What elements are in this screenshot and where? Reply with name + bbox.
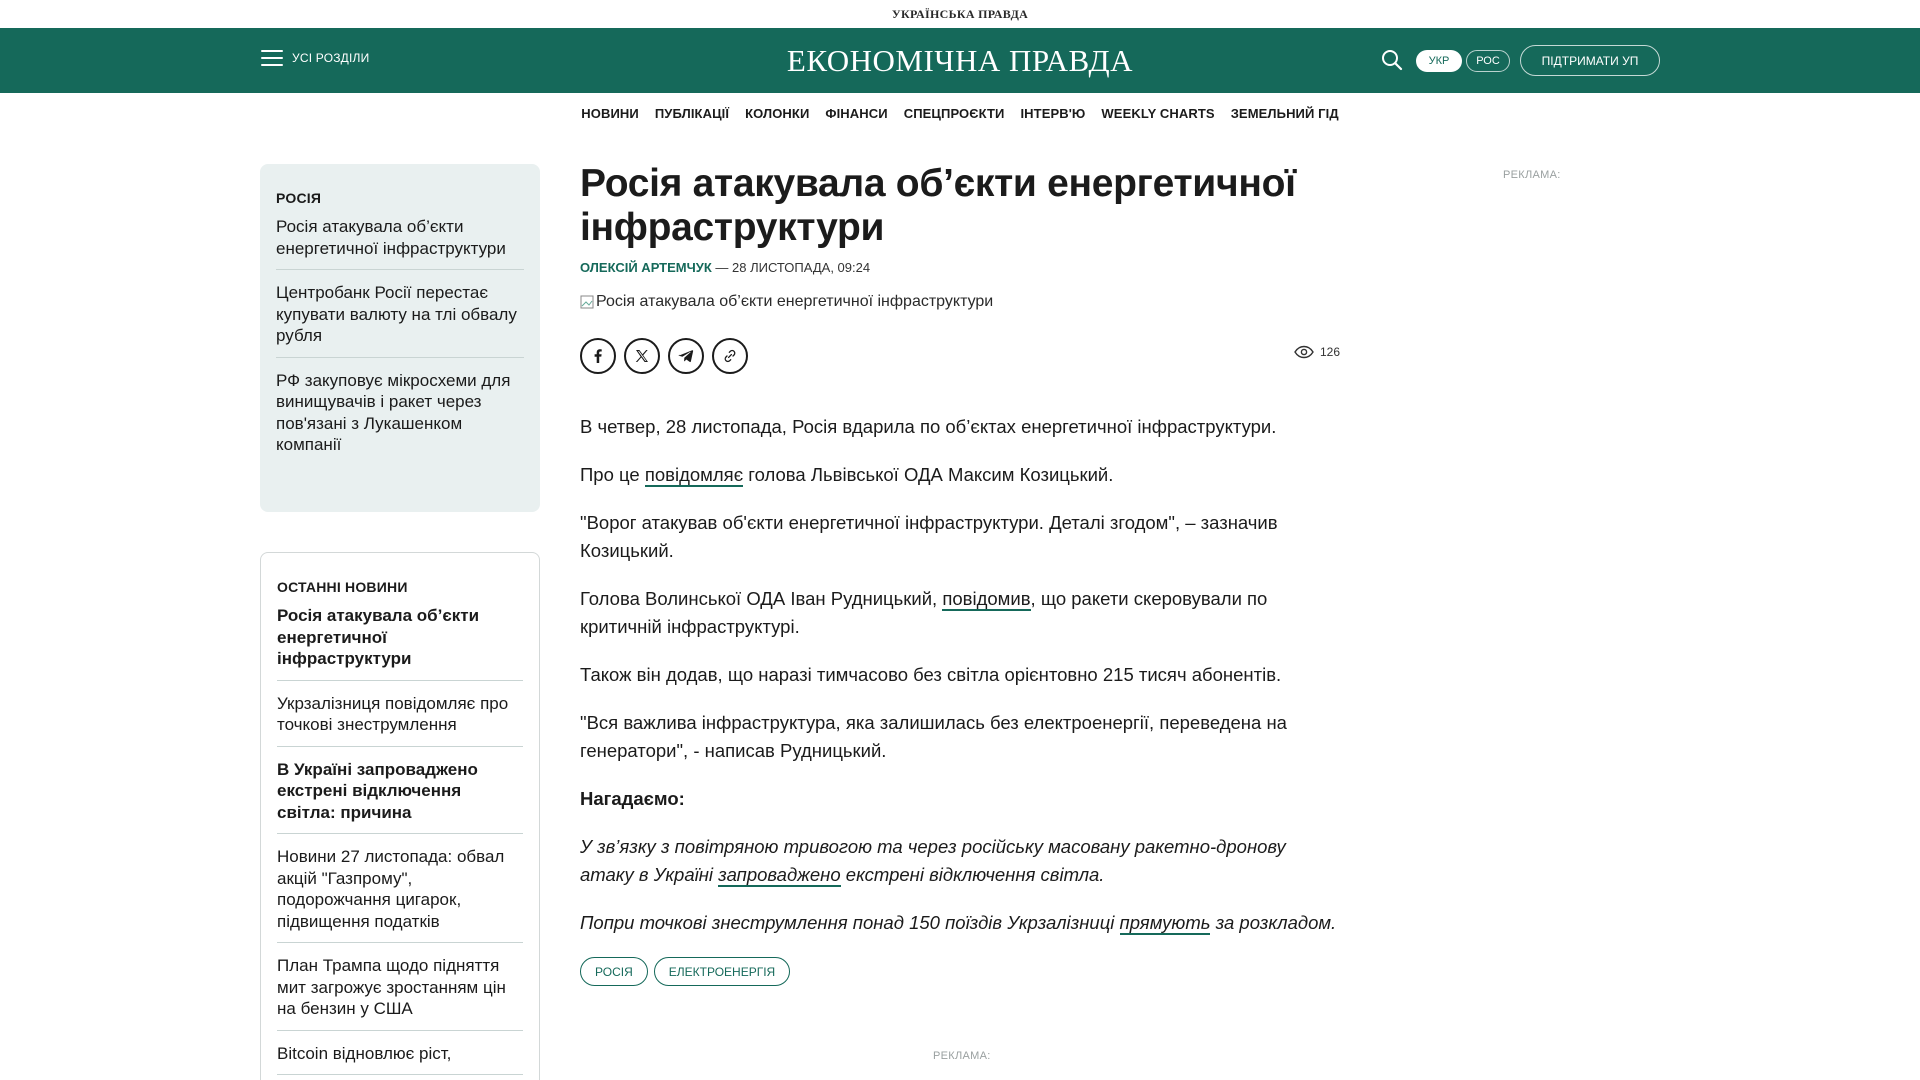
search-icon[interactable] bbox=[1380, 48, 1404, 72]
article-image-alt: Росія атакувала об’єкти енергетичної інфраструктури bbox=[596, 293, 994, 310]
facebook-icon bbox=[590, 348, 606, 364]
telegram-icon bbox=[678, 348, 694, 364]
topic-link[interactable]: РФ закуповує мікросхеми для винищувачів і ракет через пов'язані з Лукашенком компанії bbox=[276, 370, 511, 454]
latest-news-link[interactable]: План Трампа щодо підняття мит загрожує зростанням цін на бензин у США bbox=[277, 955, 523, 1031]
latest-news-link[interactable]: Новини 27 листопада: обвал акцій "Газпрому", подорожчання цигарок, підвищення податків bbox=[277, 846, 523, 943]
paragraph-text: екстрені відключення світла. bbox=[840, 864, 1105, 885]
paragraph-text: Попри точкові знеструмлення понад 150 поїздів Укрзалізниці bbox=[580, 912, 1120, 933]
latest-news-link[interactable]: Bitcoin відновлює ріст, bbox=[277, 1043, 523, 1076]
nav-item-interview[interactable]: ІНТЕРВ'Ю bbox=[1020, 105, 1086, 121]
latest-news-link[interactable]: Росія атакувала об’єкти енергетичної інфраструктури bbox=[277, 605, 523, 681]
x-share-button[interactable] bbox=[624, 338, 660, 374]
site-logo[interactable]: ЕКОНОМІЧНА ПРАВДА bbox=[786, 43, 1134, 78]
x-icon bbox=[634, 348, 650, 364]
paragraph-text: У зв’язку з повітряною тривогою та через російську масовану ракетно-дронову атаку в Україні bbox=[580, 836, 1286, 885]
article-body bbox=[580, 413, 1340, 986]
author-link[interactable]: ОЛЕКСІЙ АРТЕМЧУК bbox=[580, 260, 712, 275]
source-link[interactable]: повідомляє bbox=[644, 464, 744, 485]
paragraph: "Ворог атакував об'єкти енергетичної інфраструктури. Деталі згодом", – зазначив Козицький. bbox=[580, 512, 1278, 561]
tag-russia[interactable]: РОСІЯ bbox=[580, 957, 648, 986]
nav-item-news[interactable]: НОВИНИ bbox=[581, 105, 639, 121]
lang-ukr-button[interactable]: УКР bbox=[1416, 50, 1462, 72]
reminder-heading: Нагадаємо: bbox=[580, 788, 685, 809]
views-count: 126 bbox=[1319, 345, 1340, 359]
telegram-share-button[interactable] bbox=[668, 338, 704, 374]
ad-label-bottom: РЕКЛАМА: bbox=[933, 1050, 991, 1062]
article bbox=[580, 162, 1340, 986]
support-button[interactable]: ПІДТРИМАТИ УП bbox=[1520, 45, 1660, 76]
paragraph-text: Голова Волинської ОДА Іван Рудницький, bbox=[580, 588, 943, 609]
article-date: — 28 ЛИСТОПАДА, 09:24 bbox=[711, 260, 871, 275]
all-sections-label: УСІ РОЗДІЛИ bbox=[292, 51, 370, 65]
latest-news-link[interactable]: Укрзалізниця повідомляє про точкові знеструмлення bbox=[277, 693, 523, 747]
nav-item-publications[interactable]: ПУБЛІКАЦІЇ bbox=[654, 105, 730, 121]
latest-news-title[interactable]: ОСТАННІ НОВИНИ bbox=[277, 579, 408, 595]
paragraph bbox=[580, 461, 1340, 489]
tag-electricity[interactable]: ЕЛЕКТРОЕНЕРГІЯ bbox=[654, 957, 790, 986]
ad-label-right: РЕКЛАМА: bbox=[1503, 169, 1561, 181]
topic-box-title[interactable]: РОСІЯ bbox=[276, 190, 322, 206]
ukrainska-pravda-logo[interactable]: УКРАЇНСЬКА ПРАВДА bbox=[891, 6, 1029, 21]
copy-link-button[interactable] bbox=[712, 338, 748, 374]
topic-link[interactable]: Росія атакувала об’єкти енергетичної інфраструктури bbox=[276, 216, 524, 270]
eye-icon bbox=[1294, 345, 1314, 359]
main-nav bbox=[0, 93, 1920, 133]
related-link[interactable]: запроваджено bbox=[718, 864, 841, 885]
paragraph: В четвер, 28 листопада, Росія вдарила по об’єктах енергетичної інфраструктури. bbox=[580, 416, 1277, 437]
byline bbox=[580, 260, 1340, 275]
top-strip bbox=[0, 0, 1920, 28]
paragraph-text: голова Львівської ОДА Максим Козицький. bbox=[743, 464, 1114, 485]
paragraph: Також він додав, що наразі тимчасово без світла орієнтовно 215 тисяч абонентів. bbox=[580, 664, 1282, 685]
lang-ros-button[interactable]: РОС bbox=[1466, 50, 1510, 72]
nav-item-special-projects[interactable]: СПЕЦПРОЄКТИ bbox=[903, 105, 1005, 121]
latest-news-link[interactable]: В Україні запроваджено екстрені відключення світла: причина bbox=[277, 759, 523, 835]
share-row bbox=[580, 337, 1340, 375]
nav-item-land-guide[interactable]: ЗЕМЕЛЬНИЙ ГІД bbox=[1230, 105, 1339, 121]
tags-row bbox=[580, 957, 1340, 986]
topic-box bbox=[260, 164, 540, 512]
paragraph-text: Про це bbox=[580, 464, 645, 485]
paragraph bbox=[580, 833, 1340, 889]
paragraph-text: , що ракети скеровували по критичній інфраструктурі. bbox=[580, 588, 1268, 637]
paragraph-text: за розкладом. bbox=[1210, 912, 1337, 933]
facebook-share-button[interactable] bbox=[580, 338, 616, 374]
paragraph bbox=[580, 909, 1340, 937]
nav-item-weekly-charts[interactable]: WEEKLY CHARTS bbox=[1101, 105, 1215, 121]
topic-link[interactable]: Центробанк Росії перестає купувати валюту на тлі обвалу рубля bbox=[276, 282, 524, 358]
broken-image-icon bbox=[580, 295, 594, 309]
related-link[interactable]: прямують bbox=[1119, 912, 1211, 933]
article-image bbox=[580, 293, 1340, 311]
source-link[interactable]: повідомив bbox=[942, 588, 1031, 609]
link-icon bbox=[722, 348, 738, 364]
paragraph: "Вся важлива інфраструктура, яка залишилась без електроенергії, переведена на генератори", - написав Рудницький. bbox=[580, 712, 1287, 761]
site-header bbox=[0, 28, 1920, 93]
nav-item-finance[interactable]: ФІНАНСИ bbox=[825, 105, 888, 121]
hamburger-icon bbox=[261, 50, 283, 66]
nav-item-columns[interactable]: КОЛОНКИ bbox=[745, 105, 810, 121]
article-title: Росія атакувала об’єкти енергетичної інфраструктури bbox=[580, 162, 1296, 249]
latest-news-box bbox=[260, 552, 540, 1080]
all-sections-button[interactable] bbox=[261, 50, 369, 66]
views-counter bbox=[1294, 345, 1340, 359]
paragraph bbox=[580, 585, 1340, 641]
